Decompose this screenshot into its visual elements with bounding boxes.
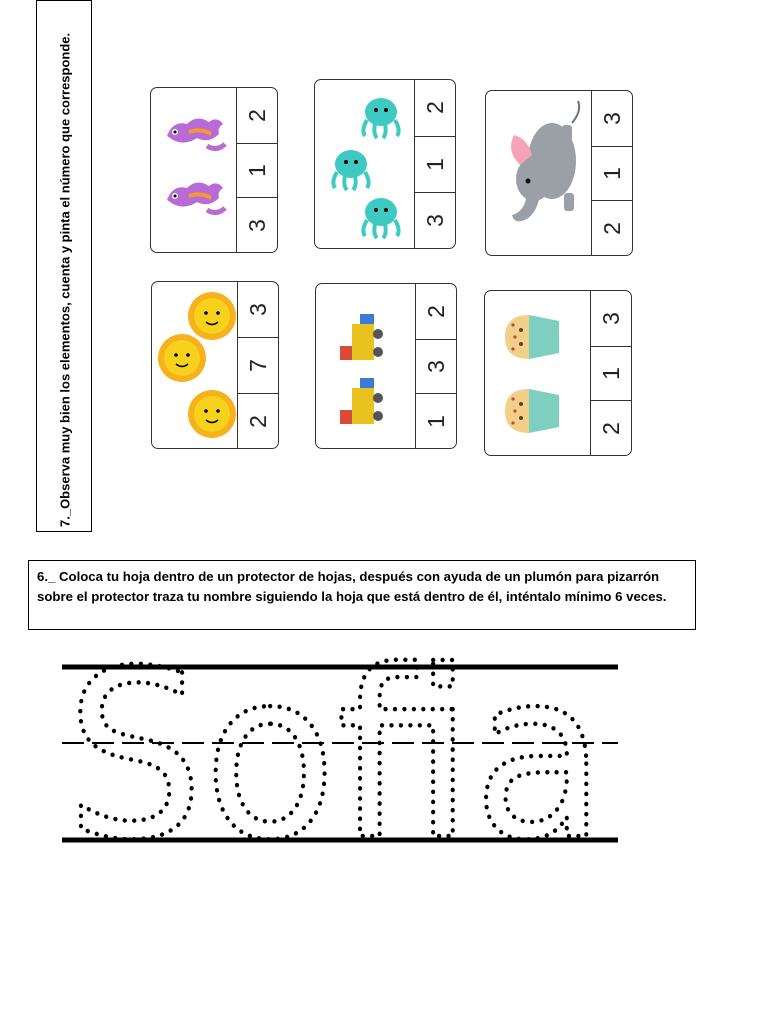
number-options bbox=[414, 80, 455, 248]
train-icon bbox=[316, 284, 418, 449]
exercise-6-instruction: 6._ Coloca tu hoja dentro de un protector de hojas, después con ayuda de un plumón para pizarrón sobre el protector traza tu nombre siguiendo la hoja que está dentro de él, inténtalo mínimo 6 veces. bbox=[37, 569, 667, 604]
number-option[interactable]: 1 bbox=[415, 136, 455, 193]
elephant-icon bbox=[486, 91, 594, 256]
seahorse-icon bbox=[151, 88, 239, 253]
number-option[interactable]: 3 bbox=[416, 339, 456, 395]
cupcake-icon bbox=[485, 291, 593, 456]
number-options bbox=[415, 284, 456, 448]
number-options bbox=[590, 291, 631, 455]
number-option[interactable]: 3 bbox=[415, 192, 455, 249]
number-option[interactable]: 1 bbox=[592, 146, 632, 202]
number-option[interactable]: 2 bbox=[243, 108, 270, 122]
number-option[interactable]: 3 bbox=[597, 311, 624, 325]
number-option[interactable]: 3 bbox=[598, 111, 625, 125]
exercise-7-box bbox=[36, 0, 92, 532]
octopus-icon bbox=[315, 80, 417, 249]
number-option[interactable]: 2 bbox=[421, 101, 448, 115]
number-option[interactable]: 1 bbox=[591, 346, 631, 402]
name-tracing-area[interactable] bbox=[0, 640, 768, 870]
number-option[interactable]: 1 bbox=[416, 393, 456, 449]
counting-card-seahorses bbox=[150, 87, 278, 253]
number-option[interactable]: 1 bbox=[237, 143, 277, 199]
traced-name: Sofia bbox=[66, 640, 606, 870]
number-option[interactable]: 2 bbox=[238, 393, 278, 449]
counting-card-elephant bbox=[485, 90, 633, 256]
exercise-6-box bbox=[28, 560, 696, 630]
sun-icon bbox=[152, 282, 240, 449]
number-options bbox=[591, 91, 632, 255]
number-option[interactable]: 7 bbox=[238, 337, 278, 393]
number-option[interactable]: 2 bbox=[591, 400, 631, 456]
number-option[interactable]: 2 bbox=[422, 304, 449, 318]
counting-card-suns bbox=[151, 281, 279, 449]
counting-card-octopuses bbox=[314, 79, 456, 249]
number-option[interactable]: 3 bbox=[244, 303, 271, 317]
number-option[interactable]: 2 bbox=[592, 200, 632, 256]
number-options bbox=[237, 282, 278, 448]
number-options bbox=[236, 88, 277, 252]
exercise-7-instruction: 7._Observa muy bien los elementos, cuenta y pinta el número que corresponde. bbox=[57, 32, 73, 527]
counting-card-cupcakes bbox=[484, 290, 632, 456]
number-option[interactable]: 3 bbox=[237, 197, 277, 253]
counting-card-trains bbox=[315, 283, 457, 449]
